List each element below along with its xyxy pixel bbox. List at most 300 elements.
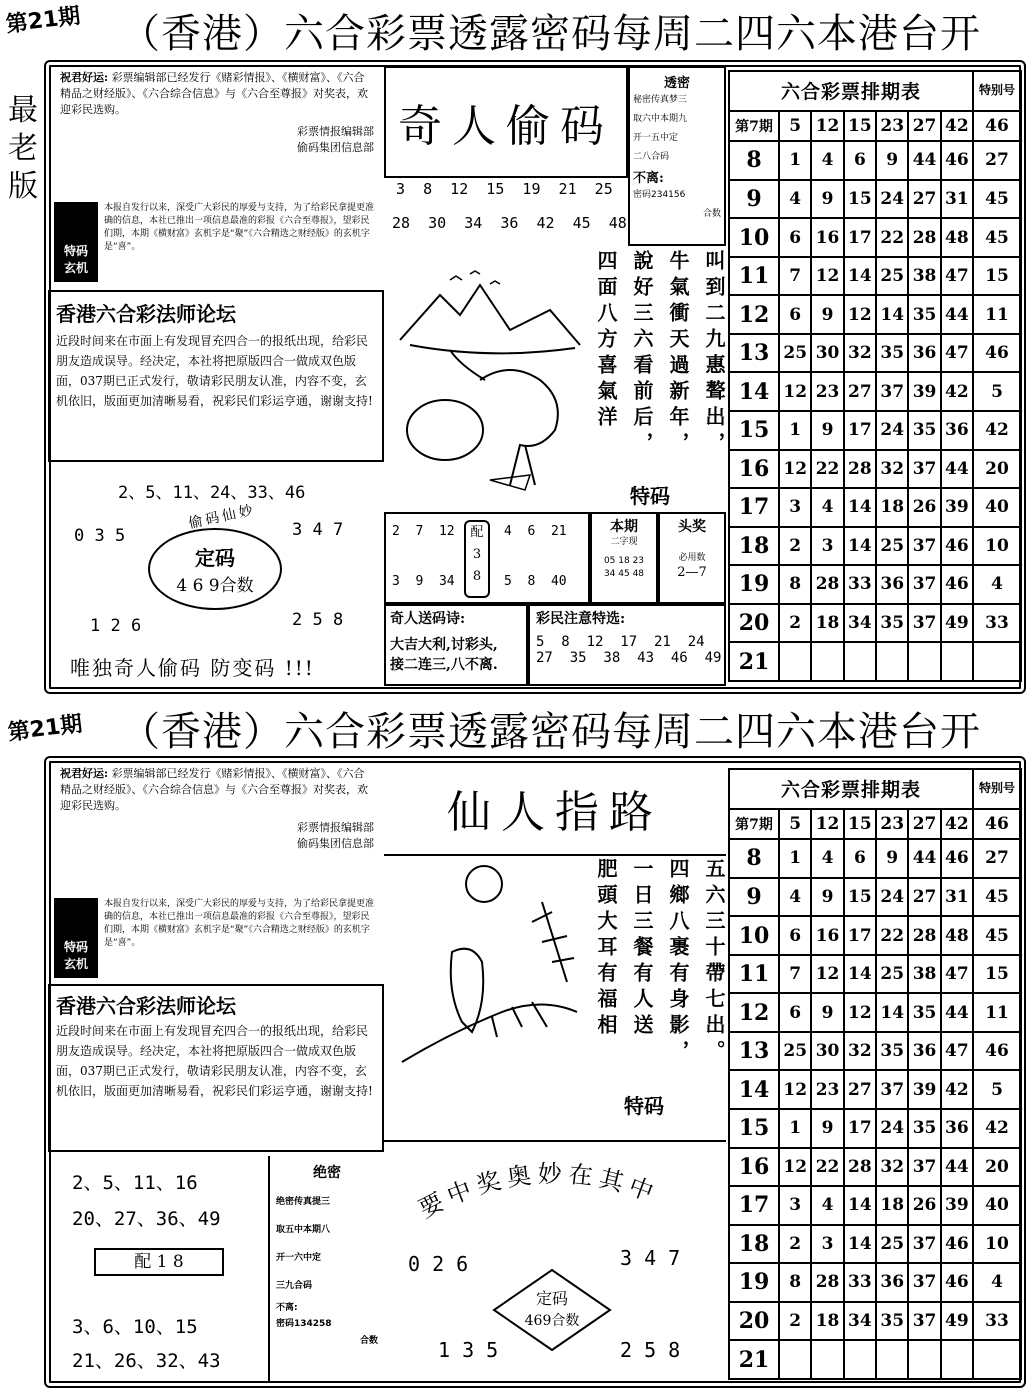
schedule-number: 12 bbox=[811, 955, 843, 994]
schedule-number: 36 bbox=[876, 565, 908, 604]
schedule-special-number: 46 bbox=[973, 111, 1021, 141]
schedule-number: 9 bbox=[811, 1109, 843, 1148]
schedule-period: 11 bbox=[729, 257, 779, 296]
schedule-header-row bbox=[729, 71, 1021, 111]
headline-top: （香港）六合彩票透露密码每周二四六本港台开 bbox=[120, 11, 981, 57]
schedule-row bbox=[729, 1302, 1021, 1341]
schedule-number: 5 bbox=[779, 809, 811, 839]
schedule-period: 11 bbox=[729, 955, 779, 994]
schedule-number: 15 bbox=[844, 809, 876, 839]
schedule-number: 9 bbox=[876, 141, 908, 180]
logo-icon-bottom bbox=[54, 898, 98, 978]
greeting-block-bottom bbox=[54, 764, 380, 894]
schedule-period: 13 bbox=[729, 1032, 779, 1071]
schedule-number bbox=[941, 642, 973, 681]
schedule-number: 14 bbox=[876, 993, 908, 1032]
schedule-number: 9 bbox=[811, 180, 843, 219]
schedule-row bbox=[729, 993, 1021, 1032]
schedule-row bbox=[729, 1070, 1021, 1109]
schedule-row bbox=[729, 334, 1021, 373]
schedule-special-number: 10 bbox=[973, 1225, 1021, 1264]
circle-right-bottom: 2 5 8 bbox=[292, 610, 344, 630]
benqi-nums-2: 34 45 48 bbox=[603, 569, 645, 579]
schedule-special-number: 33 bbox=[973, 604, 1021, 643]
poem-col-4-bottom: 肥頭大耳有福相 bbox=[594, 858, 618, 1040]
schedule-period: 16 bbox=[729, 1148, 779, 1187]
forum-title: 香港六合彩法师论坛 bbox=[56, 302, 236, 326]
schedule-row bbox=[729, 141, 1021, 180]
schedule-number: 24 bbox=[876, 180, 908, 219]
benqi-box-top bbox=[590, 512, 658, 604]
benqi-title: 本期 bbox=[610, 519, 638, 535]
schedule-number: 37 bbox=[908, 527, 940, 566]
poem-bottom bbox=[590, 858, 730, 1098]
secret-not-leave-bottom: 不离: bbox=[276, 1303, 298, 1313]
schedule-number: 27 bbox=[844, 1070, 876, 1109]
schedule-number: 12 bbox=[844, 295, 876, 334]
schedule-table-bottom bbox=[728, 768, 1022, 1380]
schedule-row bbox=[729, 916, 1021, 955]
schedule-number: 46 bbox=[941, 1263, 973, 1302]
schedule-number: 18 bbox=[811, 1302, 843, 1341]
toujiang-sub: 必用数 bbox=[678, 553, 706, 563]
schedule-special-number: 15 bbox=[973, 257, 1021, 296]
schedule-number: 28 bbox=[844, 450, 876, 489]
schedule-number: 36 bbox=[876, 1263, 908, 1302]
schedule-number: 17 bbox=[844, 916, 876, 955]
schedule-number: 49 bbox=[941, 604, 973, 643]
schedule-special-number: 15 bbox=[973, 955, 1021, 994]
secret-line-1-bottom: 绝密传真提三 bbox=[276, 1197, 331, 1207]
diamond-shape bbox=[492, 1268, 612, 1352]
bird-branch-illustration bbox=[392, 862, 592, 1082]
arc-diamond-block bbox=[384, 1140, 726, 1384]
schedule-number bbox=[876, 642, 908, 681]
schedule-number: 28 bbox=[908, 218, 940, 257]
secret-sum: 合数 bbox=[702, 209, 721, 219]
schedule-number: 14 bbox=[844, 1225, 876, 1264]
schedule-special-label: 特别号 bbox=[973, 71, 1021, 111]
circle-center bbox=[148, 528, 282, 610]
poem-col-1-bottom: 五六三十帶七出。 bbox=[702, 858, 726, 1066]
title-numbers-1: 3 8 12 15 19 21 25 bbox=[396, 180, 613, 198]
bottom-nums-2: 20、27、36、49 bbox=[72, 1208, 221, 1230]
schedule-row bbox=[729, 1186, 1021, 1225]
poem-tag-bottom: 特码 bbox=[624, 1094, 664, 1118]
schedule-number: 37 bbox=[876, 372, 908, 411]
footer-slogan-top: 唯独奇人偷码 防变码 !!! bbox=[70, 656, 315, 680]
schedule-period: 14 bbox=[729, 372, 779, 411]
schedule-row bbox=[729, 1225, 1021, 1264]
schedule-number: 44 bbox=[941, 450, 973, 489]
secret-line-3-bottom: 开一六中定 bbox=[276, 1253, 322, 1263]
schedule-row bbox=[729, 372, 1021, 411]
schedule-number: 16 bbox=[811, 218, 843, 257]
schedule-number: 2 bbox=[779, 1225, 811, 1264]
schedule-number: 18 bbox=[876, 1186, 908, 1225]
mountain-bird-illustration bbox=[390, 270, 590, 500]
schedule-number bbox=[779, 1340, 811, 1379]
pair-mid-1: 3 bbox=[472, 547, 482, 562]
pair-right-top: 4 6 21 bbox=[504, 524, 567, 539]
schedule-row bbox=[729, 257, 1021, 296]
schedule-number: 25 bbox=[876, 257, 908, 296]
schedule-period: 21 bbox=[729, 1340, 779, 1379]
circle-left-top: 0 3 5 bbox=[74, 526, 126, 546]
schedule-number bbox=[811, 642, 843, 681]
schedule-number: 31 bbox=[941, 180, 973, 219]
schedule-number: 39 bbox=[908, 372, 940, 411]
schedule-number: 17 bbox=[844, 1109, 876, 1148]
poem-send-box bbox=[384, 604, 528, 686]
schedule-number: 5 bbox=[779, 111, 811, 141]
schedule-number bbox=[811, 1340, 843, 1379]
toujiang-range: 2—7 bbox=[677, 565, 707, 580]
greeting-title-bottom: 祝君好运: bbox=[60, 767, 109, 780]
schedule-period: 15 bbox=[729, 1109, 779, 1148]
schedule-period: 20 bbox=[729, 1302, 779, 1341]
schedule-number: 30 bbox=[811, 1032, 843, 1071]
schedule-number: 42 bbox=[941, 111, 973, 141]
poem-send-1: 大吉大利,讨彩头, bbox=[390, 637, 498, 653]
schedule-number: 14 bbox=[876, 295, 908, 334]
schedule-row bbox=[729, 955, 1021, 994]
schedule-number: 1 bbox=[779, 141, 811, 180]
schedule-number bbox=[908, 642, 940, 681]
schedule-number: 46 bbox=[941, 839, 973, 878]
schedule-number: 39 bbox=[908, 1070, 940, 1109]
notice-text-bottom: 本报自发行以来，深受广大彩民的厚爱与支持，为了给彩民拿提更准确的信息，本社已推出一项信息最准的彩报《六合至尊报》，望彩民们期，本期《横财富》玄机字是“聚”《六合精选之财经版》的玄机字是“喜”。 bbox=[104, 899, 375, 948]
schedule-row bbox=[729, 1340, 1021, 1379]
schedule-number: 9 bbox=[811, 878, 843, 917]
schedule-number: 27 bbox=[908, 809, 940, 839]
schedule-number: 8 bbox=[779, 565, 811, 604]
schedule-number: 12 bbox=[779, 372, 811, 411]
secret-line-2-bottom: 取五中本期八 bbox=[276, 1225, 331, 1235]
schedule-number: 2 bbox=[779, 527, 811, 566]
schedule-number: 44 bbox=[908, 141, 940, 180]
pair-left-top: 2 7 12 bbox=[392, 524, 455, 539]
greeting-title: 祝君好运: bbox=[60, 71, 109, 84]
schedule-number: 6 bbox=[779, 295, 811, 334]
schedule-number: 22 bbox=[811, 450, 843, 489]
schedule-period: 第7期 bbox=[729, 809, 779, 839]
schedule-special-number: 4 bbox=[973, 565, 1021, 604]
schedule-row bbox=[729, 642, 1021, 681]
logo-icon bbox=[54, 202, 98, 282]
secret-line-3: 开一五中定 bbox=[633, 133, 679, 143]
schedule-number: 6 bbox=[779, 993, 811, 1032]
schedule-period: 17 bbox=[729, 488, 779, 527]
greeting-sign2: 偷码集团信息部 bbox=[297, 141, 374, 154]
schedule-number: 31 bbox=[941, 878, 973, 917]
side-char-3: 版 bbox=[8, 169, 38, 204]
schedule-title: 六合彩票排期表 bbox=[729, 71, 973, 111]
schedule-number: 3 bbox=[779, 488, 811, 527]
schedule-number: 18 bbox=[811, 604, 843, 643]
schedule-number: 44 bbox=[908, 839, 940, 878]
schedule-row bbox=[729, 1148, 1021, 1187]
schedule-number: 42 bbox=[941, 809, 973, 839]
forum-title-bottom: 香港六合彩法师论坛 bbox=[56, 994, 236, 1018]
diamond-left-bottom: 1 3 5 bbox=[438, 1338, 499, 1362]
schedule-period: 12 bbox=[729, 993, 779, 1032]
pair-box-top bbox=[384, 512, 590, 604]
side-char-1: 最 bbox=[8, 93, 38, 128]
attention-box bbox=[528, 604, 726, 686]
schedule-special-number: 33 bbox=[973, 1302, 1021, 1341]
schedule-row bbox=[729, 450, 1021, 489]
logo-top-text: 特码 bbox=[63, 244, 88, 258]
schedule-number: 3 bbox=[811, 1225, 843, 1264]
schedule-number: 47 bbox=[941, 334, 973, 373]
schedule-number: 23 bbox=[811, 1070, 843, 1109]
schedule-special-number: 5 bbox=[973, 1070, 1021, 1109]
schedule-number: 30 bbox=[811, 334, 843, 373]
schedule-special-number: 45 bbox=[973, 916, 1021, 955]
schedule-row bbox=[729, 839, 1021, 878]
circle-center-sub: 4 6 9合数 bbox=[176, 576, 254, 596]
schedule-row bbox=[729, 1109, 1021, 1148]
schedule-number: 25 bbox=[779, 1032, 811, 1071]
schedule-number: 3 bbox=[811, 527, 843, 566]
numbers-block-bottom bbox=[48, 1156, 270, 1382]
schedule-number: 4 bbox=[811, 839, 843, 878]
schedule-special-number: 45 bbox=[973, 218, 1021, 257]
schedule-period: 19 bbox=[729, 565, 779, 604]
schedule-number bbox=[844, 1340, 876, 1379]
schedule-number: 12 bbox=[779, 450, 811, 489]
schedule-number: 32 bbox=[844, 334, 876, 373]
schedule-number: 12 bbox=[779, 1148, 811, 1187]
schedule-period: 10 bbox=[729, 916, 779, 955]
schedule-number: 27 bbox=[908, 878, 940, 917]
schedule-special-number: 20 bbox=[973, 450, 1021, 489]
schedule-number: 4 bbox=[779, 180, 811, 219]
schedule-row bbox=[729, 1032, 1021, 1071]
schedule-number: 37 bbox=[908, 1225, 940, 1264]
schedule-number bbox=[876, 1340, 908, 1379]
schedule-number: 47 bbox=[941, 1032, 973, 1071]
schedule-period: 20 bbox=[729, 604, 779, 643]
secret-line-1: 秘密传真梦三 bbox=[633, 95, 688, 105]
schedule-number: 42 bbox=[941, 372, 973, 411]
schedule-number: 46 bbox=[941, 1225, 973, 1264]
diamond-left-top: 0 2 6 bbox=[408, 1252, 469, 1276]
schedule-number: 36 bbox=[908, 1032, 940, 1071]
schedule-number: 22 bbox=[876, 916, 908, 955]
title-box-bottom bbox=[384, 762, 726, 856]
schedule-number: 34 bbox=[844, 604, 876, 643]
schedule-number: 9 bbox=[811, 295, 843, 334]
circle-center-title: 定码 bbox=[195, 546, 235, 570]
pair-mid bbox=[464, 520, 490, 598]
circle-top-numbers: 2、5、11、24、33、46 bbox=[118, 483, 306, 503]
schedule-number: 37 bbox=[908, 565, 940, 604]
bottom-pair-box bbox=[94, 1248, 224, 1276]
schedule-number: 14 bbox=[844, 488, 876, 527]
poem-tag-top: 特码 bbox=[630, 484, 670, 508]
poem-col-3: 說好三六看前后， bbox=[630, 250, 654, 458]
schedule-number: 44 bbox=[941, 1148, 973, 1187]
greeting-sign1: 彩票情报编辑部 bbox=[297, 125, 374, 138]
issue-label-bottom: 第21期 bbox=[6, 711, 84, 746]
circle-arc-text: 偷码仙妙 bbox=[187, 502, 258, 532]
schedule-number: 14 bbox=[844, 1186, 876, 1225]
schedule-number: 3 bbox=[779, 1186, 811, 1225]
circle-block-top bbox=[48, 466, 384, 646]
diamond-right-top: 3 4 7 bbox=[620, 1246, 681, 1270]
issue-label-top: 第21期 bbox=[4, 3, 82, 38]
benqi-nums-1: 05 18 23 bbox=[603, 556, 645, 566]
schedule-period: 18 bbox=[729, 527, 779, 566]
schedule-number: 27 bbox=[844, 372, 876, 411]
schedule-number: 46 bbox=[941, 527, 973, 566]
schedule-number: 38 bbox=[908, 257, 940, 296]
schedule-number: 16 bbox=[811, 916, 843, 955]
greeting-sign2-bottom: 偷码集团信息部 bbox=[297, 837, 374, 850]
schedule-number: 26 bbox=[908, 488, 940, 527]
schedule-special-number: 40 bbox=[973, 488, 1021, 527]
schedule-number: 12 bbox=[811, 257, 843, 296]
schedule-number bbox=[908, 1340, 940, 1379]
notice-block-top bbox=[54, 200, 380, 286]
greeting-sign1-bottom: 彩票情报编辑部 bbox=[297, 821, 374, 834]
diamond-title: 定码 bbox=[535, 1289, 568, 1308]
schedule-number: 35 bbox=[876, 604, 908, 643]
bottom-nums-1: 2、5、11、16 bbox=[72, 1172, 198, 1194]
schedule-number: 17 bbox=[844, 411, 876, 450]
schedule-special-number: 20 bbox=[973, 1148, 1021, 1187]
schedule-period: 第7期 bbox=[729, 111, 779, 141]
schedule-period: 18 bbox=[729, 1225, 779, 1264]
schedule-number: 39 bbox=[941, 488, 973, 527]
schedule-number: 27 bbox=[908, 111, 940, 141]
schedule-number: 7 bbox=[779, 257, 811, 296]
forum-body-bottom: 近段时间来在市面上有发现冒充四合一的报纸出现，给彩民朋友造成误导。经决定，本社将把原版四合一做成双色版面，037期已正式发行，敬请彩民朋友认准，内容不变，玄机依旧，版面更加清晰易看，祝彩民们彩运亨通，谢谢支持! bbox=[56, 1024, 373, 1098]
schedule-period: 8 bbox=[729, 839, 779, 878]
secret-box-top bbox=[628, 66, 726, 246]
secret-line-2: 取六中本期九 bbox=[633, 114, 688, 124]
schedule-special-number: 45 bbox=[973, 878, 1021, 917]
schedule-number: 8 bbox=[779, 1263, 811, 1302]
schedule-number: 37 bbox=[908, 1302, 940, 1341]
title-bottom: 仙人指路 bbox=[447, 787, 663, 838]
poem-send-2: 接二连三,八不离. bbox=[390, 657, 498, 673]
schedule-number: 6 bbox=[779, 218, 811, 257]
schedule-period: 9 bbox=[729, 878, 779, 917]
schedule-number: 14 bbox=[844, 527, 876, 566]
schedule-number: 12 bbox=[811, 111, 843, 141]
secret-not-leave: 不离: bbox=[633, 171, 664, 186]
schedule-number: 25 bbox=[779, 334, 811, 373]
poem-send-title: 奇人送码诗: bbox=[390, 611, 466, 627]
secret-title-bottom: 绝密 bbox=[313, 1165, 341, 1181]
schedule-number bbox=[941, 1340, 973, 1379]
schedule-number: 37 bbox=[908, 1148, 940, 1187]
schedule-period: 12 bbox=[729, 295, 779, 334]
schedule-special-number: 11 bbox=[973, 993, 1021, 1032]
schedule-number: 28 bbox=[844, 1148, 876, 1187]
schedule-special-number: 4 bbox=[973, 1263, 1021, 1302]
secret-title: 透密 bbox=[663, 76, 690, 91]
schedule-row bbox=[729, 180, 1021, 219]
schedule-number bbox=[844, 642, 876, 681]
schedule-number: 7 bbox=[779, 955, 811, 994]
schedule-row bbox=[729, 411, 1021, 450]
schedule-number: 37 bbox=[908, 604, 940, 643]
schedule-number: 22 bbox=[811, 1148, 843, 1187]
schedule-special-number: 46 bbox=[973, 809, 1021, 839]
secret-code-bottom: 密码134258 bbox=[276, 1319, 332, 1329]
schedule-number: 4 bbox=[811, 1186, 843, 1225]
schedule-row bbox=[729, 295, 1021, 334]
greeting-block-top bbox=[54, 68, 380, 198]
schedule-number: 2 bbox=[779, 1302, 811, 1341]
schedule-row bbox=[729, 565, 1021, 604]
schedule-number: 35 bbox=[908, 411, 940, 450]
schedule-number: 23 bbox=[876, 111, 908, 141]
schedule-number: 34 bbox=[844, 1302, 876, 1341]
circle-right-top: 3 4 7 bbox=[292, 520, 344, 540]
schedule-special-number: 45 bbox=[973, 180, 1021, 219]
schedule-number bbox=[779, 642, 811, 681]
schedule-number: 37 bbox=[908, 1263, 940, 1302]
schedule-number: 25 bbox=[876, 527, 908, 566]
secret-sum-bottom: 合数 bbox=[359, 1336, 378, 1346]
schedule-special-number: 46 bbox=[973, 1032, 1021, 1071]
schedule-number: 23 bbox=[876, 809, 908, 839]
schedule-number: 35 bbox=[876, 1302, 908, 1341]
schedule-number: 15 bbox=[844, 878, 876, 917]
schedule-number: 9 bbox=[811, 411, 843, 450]
schedule-number: 48 bbox=[941, 916, 973, 955]
schedule-number: 4 bbox=[811, 488, 843, 527]
schedule-number: 12 bbox=[779, 1070, 811, 1109]
schedule-number: 6 bbox=[844, 141, 876, 180]
schedule-row bbox=[729, 527, 1021, 566]
schedule-special-number: 27 bbox=[973, 141, 1021, 180]
logo-bottom-text: 玄机 bbox=[63, 261, 88, 275]
schedule-number: 38 bbox=[908, 955, 940, 994]
greeting-body: 彩票编辑部已经发行《赌彩情报》、《横财富》、《六合精品之财经版》、《六合综合信息》与《六合至尊报》对奖表，欢迎彩民选购。 bbox=[60, 71, 368, 116]
schedule-number: 12 bbox=[811, 809, 843, 839]
schedule-number: 46 bbox=[941, 565, 973, 604]
title-box-top bbox=[384, 66, 628, 178]
schedule-number: 33 bbox=[844, 1263, 876, 1302]
schedule-period: 17 bbox=[729, 1186, 779, 1225]
schedule-number: 35 bbox=[908, 295, 940, 334]
schedule-number: 24 bbox=[876, 878, 908, 917]
schedule-special-number: 5 bbox=[973, 372, 1021, 411]
schedule-number: 48 bbox=[941, 218, 973, 257]
schedule-period: 15 bbox=[729, 411, 779, 450]
diamond-sub: 469合数 bbox=[524, 1313, 580, 1329]
headline-bottom: （香港）六合彩票透露密码每周二四六本港台开 bbox=[120, 709, 981, 755]
schedule-special-number: 11 bbox=[973, 295, 1021, 334]
schedule-special-number: 27 bbox=[973, 839, 1021, 878]
schedule-number: 33 bbox=[844, 565, 876, 604]
schedule-number: 15 bbox=[844, 180, 876, 219]
schedule-period: 16 bbox=[729, 450, 779, 489]
bottom-nums-4: 21、26、32、43 bbox=[72, 1350, 221, 1372]
pair-mid-2: 8 bbox=[472, 569, 482, 584]
schedule-row bbox=[729, 111, 1021, 141]
schedule-number: 15 bbox=[844, 111, 876, 141]
schedule-special-number bbox=[973, 642, 1021, 681]
poem-col-2-bottom: 四鄉八裹有身影， bbox=[666, 858, 690, 1066]
schedule-period: 9 bbox=[729, 180, 779, 219]
